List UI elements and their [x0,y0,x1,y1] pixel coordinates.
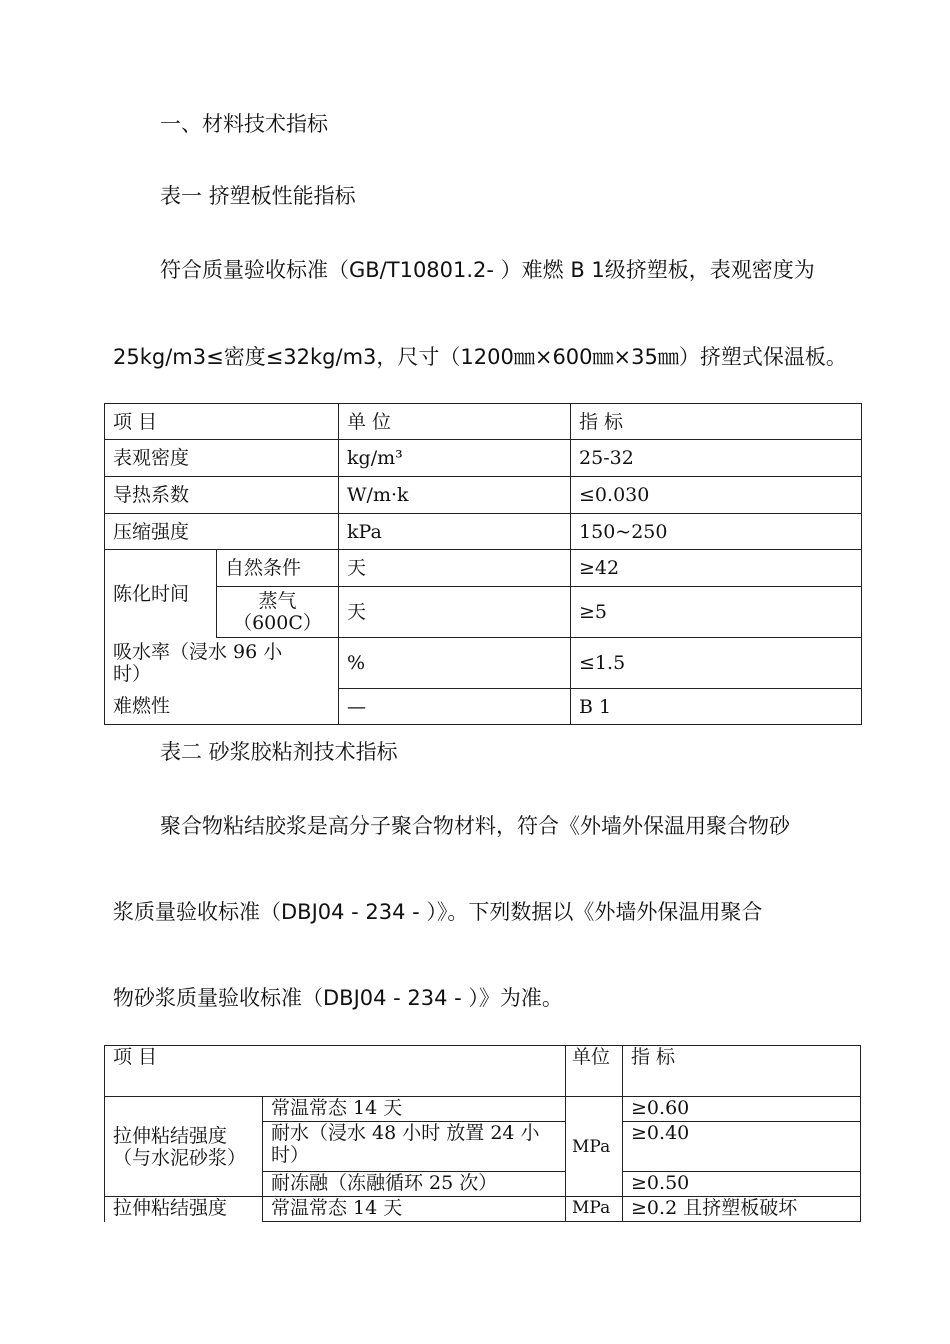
table-row [105,587,862,638]
row-condition: 耐水（浸水 48 小时 放置 24 小时） [263,1122,566,1172]
header-unit: 单 位 [339,404,571,440]
row-unit: MPa [566,1097,623,1197]
table-row [105,514,862,550]
row-item: 拉伸粘结强度 [105,1197,263,1222]
row-item: 吸水率（浸水 96 小时） [105,638,339,689]
table-header-row [105,404,862,440]
table-row [105,477,862,514]
row-item: 导热系数 [105,477,339,514]
row-index: ≥0.50 [623,1172,861,1197]
table-row [105,550,862,587]
header-index: 指 标 [571,404,862,440]
section-heading: 一、材料技术指标 [160,112,328,136]
table-row [105,638,862,689]
paragraph-line: 符合质量验收标准（GB/T10801.2- ）难燃 B 1级挤塑板，表观密度为 [160,258,815,282]
header-index: 指 标 [623,1046,861,1097]
row-unit: MPa [566,1197,623,1222]
paragraph-line: 聚合物粘结胶浆是高分子聚合物材料，符合《外墙外保温用聚合物砂 [160,814,790,838]
paragraph-line: 物砂浆质量验收标准（DBJ04 - 234 - ）》为准。 [113,986,563,1010]
row-unit: 天 [339,550,571,587]
row-item: 难燃性 [105,689,339,725]
row-condition: 耐冻融（冻融循环 25 次） [263,1172,566,1197]
row-index: ≥0.60 [623,1097,861,1122]
table-row [105,689,862,725]
paragraph-line: 25kg/m3≤密度≤32kg/m3，尺寸（1200㎜×600㎜×35㎜）挤塑式保温板。 [113,345,847,369]
row-subitem: 蒸气（600C） [217,587,339,638]
row-index: ≥42 [571,550,862,587]
row-index: ≤0.030 [571,477,862,514]
row-index: 150~250 [571,514,862,550]
row-index: 25-32 [571,440,862,477]
mortar-adhesive-spec-table [104,1045,861,1222]
row-condition: 常温常态 14 天 [263,1197,566,1222]
row-index: ≥0.40 [623,1122,861,1172]
row-item: 拉伸粘结强度（与水泥砂浆） [105,1097,263,1197]
row-index: ≥5 [571,587,862,638]
row-unit: % [339,638,571,689]
row-item: 表观密度 [105,440,339,477]
header-unit: 单位 [566,1046,623,1097]
row-unit: W/m·k [339,477,571,514]
row-index: ≥0.2 且挤塑板破坏 [623,1197,861,1222]
row-item: 压缩强度 [105,514,339,550]
xps-board-spec-table [104,403,862,725]
table2-caption: 表二 砂浆胶粘剂技术指标 [160,740,398,764]
paragraph-line: 浆质量验收标准（DBJ04 - 234 - ）》。下列数据以《外墙外保温用聚合 [113,900,763,924]
table-row [105,440,862,477]
header-item: 项 目 [105,404,339,440]
row-unit: — [339,689,571,725]
row-index: ≤1.5 [571,638,862,689]
table1-caption: 表一 挤塑板性能指标 [160,184,356,208]
row-condition: 常温常态 14 天 [263,1097,566,1122]
row-unit: kPa [339,514,571,550]
row-unit: 天 [339,587,571,638]
row-item: 陈化时间 [105,550,217,638]
row-unit: kg/m³ [339,440,571,477]
table-header-row [105,1046,861,1097]
table-row [105,1097,861,1122]
table-row [105,1197,861,1222]
row-index: B 1 [571,689,862,725]
header-item: 项 目 [105,1046,566,1097]
row-subitem: 自然条件 [217,550,339,587]
